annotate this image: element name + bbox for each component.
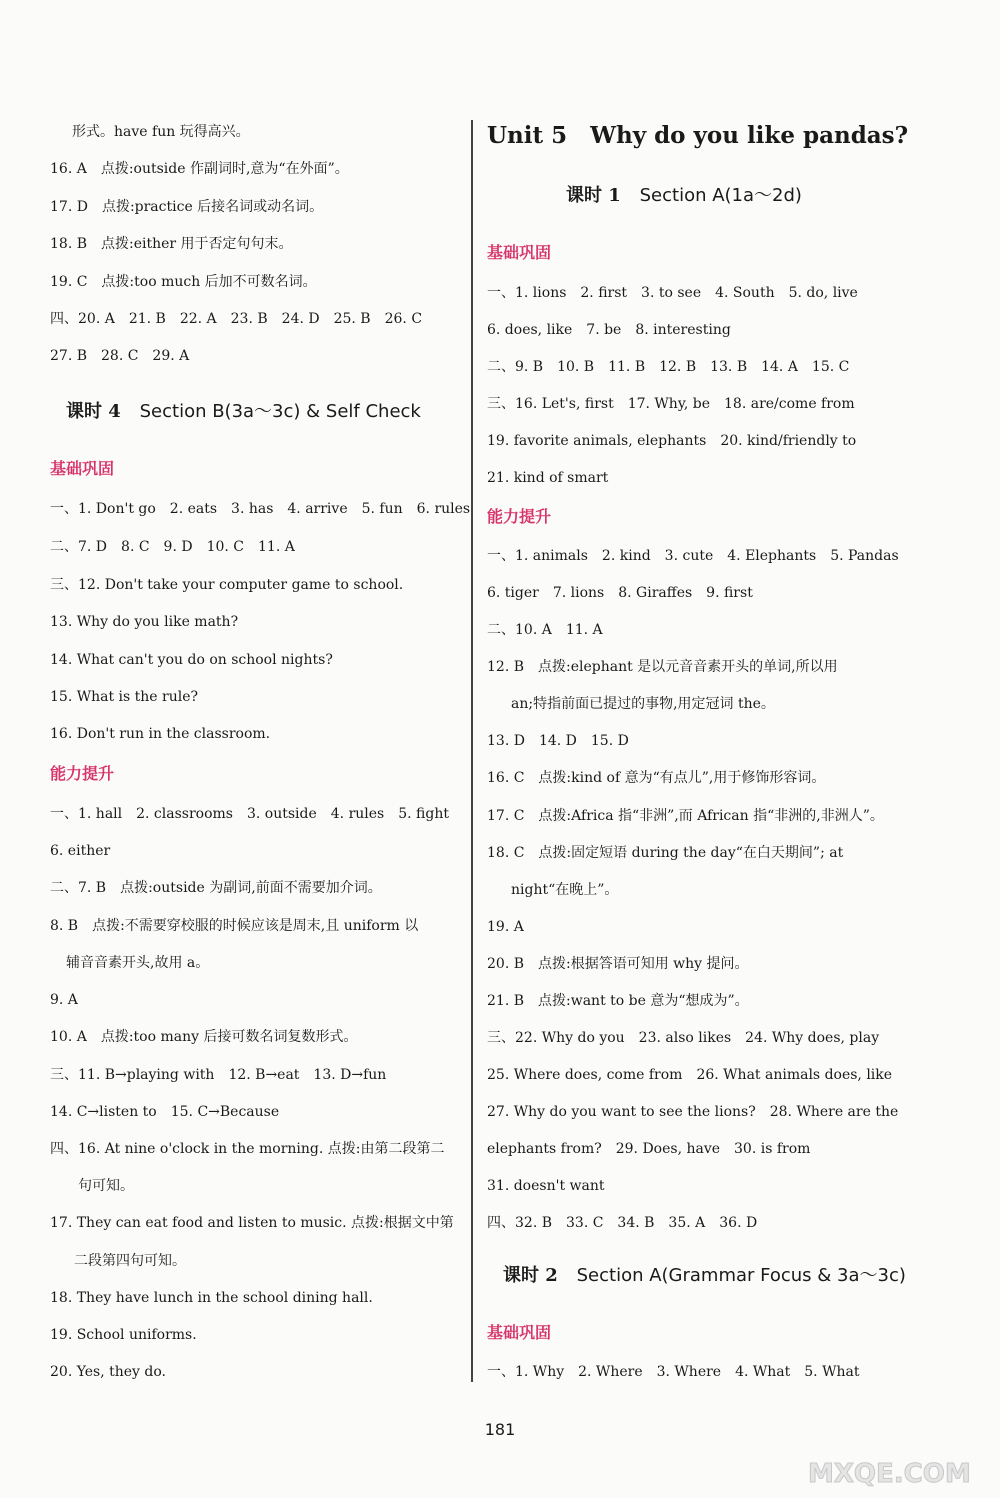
answer-line: 19. A [487, 919, 524, 935]
basic-section-title: 基础巩固 [487, 1323, 552, 1342]
answer-line: 17. D 点拨:practice 后接名词或动名词。 [50, 199, 324, 215]
answer-line: 19. C 点拨:too much 后加不可数名词。 [50, 274, 317, 290]
ability-section-title: 能力提升 [50, 764, 115, 783]
answer-line: 27. B 28. C 29. A [50, 348, 190, 364]
answer-line: 一、1. Don't go 2. eats 3. has 4. arrive 5. fun 6. rules [50, 501, 471, 517]
answer-line: 19. School uniforms. [50, 1327, 197, 1343]
lesson-1-heading [566, 186, 802, 206]
answer-line: 四、20. A 21. B 22. A 23. B 24. D 25. B 26. C [50, 311, 423, 327]
lesson-title: Section A(Grammar Focus & 3a～3c) [576, 1265, 906, 1286]
answer-line: 13. D 14. D 15. D [487, 733, 629, 749]
answer-line: 21. B 点拨:want to be 意为“想成为”。 [487, 993, 749, 1009]
answer-line: an;特指前面已提过的事物,用定冠词 the。 [511, 696, 775, 712]
answer-line: 16. C 点拨:kind of 意为“有点儿”,用于修饰形容词。 [487, 770, 826, 786]
answer-line: 句可知。 [78, 1178, 134, 1194]
lesson-label: 课时 2 [503, 1265, 558, 1286]
lesson-4-heading [66, 402, 421, 422]
answer-line: 一、1. hall 2. classrooms 3. outside 4. rules 5. fight [50, 806, 449, 822]
answer-line: elephants from? 29. Does, have 30. is from [487, 1141, 811, 1157]
answer-line: 18. They have lunch in the school dining hall. [50, 1290, 373, 1306]
answer-line: 一、1. animals 2. kind 3. cute 4. Elephants 5. Pandas [487, 548, 899, 564]
answer-line: 31. doesn't want [487, 1178, 605, 1194]
answer-line: 6. does, like 7. be 8. interesting [487, 322, 731, 338]
lesson-2-heading [503, 1266, 906, 1286]
answer-line: 8. B 点拨:不需要穿校服的时候应该是周末,且 uniform 以 [50, 918, 419, 934]
answer-line: 9. A [50, 992, 78, 1008]
answer-line: 三、22. Why do you 23. also likes 24. Why does, play [487, 1030, 880, 1046]
column-divider [471, 120, 473, 1382]
lesson-title: Section B(3a～3c) & Self Check [139, 401, 421, 422]
answer-line: 10. A 点拨:too many 后接可数名词复数形式。 [50, 1029, 358, 1045]
answer-line: 21. kind of smart [487, 470, 609, 486]
answer-line: 14. C→listen to 15. C→Because [50, 1104, 280, 1120]
answer-line: 三、11. B→playing with 12. B→eat 13. D→fun [50, 1067, 387, 1083]
answer-line: 辅音音素开头,故用 a。 [66, 955, 210, 971]
watermark-text: MXQE.COM [808, 1459, 971, 1489]
answer-line: 二、7. B 点拨:outside 为副词,前面不需要加介词。 [50, 880, 382, 896]
answer-line: 二段第四句可知。 [74, 1253, 186, 1269]
answer-line: 四、32. B 33. C 34. B 35. A 36. D [487, 1215, 758, 1231]
answer-line: 四、16. At nine o'clock in the morning. 点拨:由第二段第二 [50, 1141, 445, 1157]
answer-line: 15. What is the rule? [50, 689, 199, 705]
answer-line: 17. They can eat food and listen to music. 点拨:根据文中第 [50, 1215, 454, 1231]
answer-line: 20. B 点拨:根据答语可知用 why 提问。 [487, 956, 749, 972]
answer-line: 一、1. Why 2. Where 3. Where 4. What 5. What [487, 1364, 860, 1380]
ability-section-title: 能力提升 [487, 507, 552, 526]
answer-line: 6. tiger 7. lions 8. Giraffes 9. first [487, 585, 753, 601]
answer-line: 三、12. Don't take your computer game to school. [50, 577, 404, 593]
unit-title: Unit 5 Why do you like pandas? [487, 122, 909, 149]
answer-line: 25. Where does, come from 26. What animals does, like [487, 1067, 893, 1083]
answer-line: 二、7. D 8. C 9. D 10. C 11. A [50, 539, 295, 555]
answer-line: 18. B 点拨:either 用于否定句句末。 [50, 236, 293, 252]
answer-line: 6. either [50, 843, 111, 859]
answer-line: 形式。have fun 玩得高兴。 [72, 124, 250, 140]
basic-section-title: 基础巩固 [487, 243, 552, 262]
answer-line: 14. What can't you do on school nights? [50, 652, 333, 668]
answer-line: 三、16. Let's, first 17. Why, be 18. are/come from [487, 396, 855, 412]
answer-line: night“在晚上”。 [511, 882, 619, 898]
answer-line: 19. favorite animals, elephants 20. kind/friendly to [487, 433, 857, 449]
lesson-title: Section A(1a～2d) [639, 185, 802, 206]
lesson-label: 课时 4 [66, 401, 121, 422]
answer-line: 13. Why do you like math? [50, 614, 239, 630]
basic-section-title: 基础巩固 [50, 459, 115, 478]
answer-line: 12. B 点拨:elephant 是以元音音素开头的单词,所以用 [487, 659, 838, 675]
lesson-label: 课时 1 [566, 185, 621, 206]
answer-line: 一、1. lions 2. first 3. to see 4. South 5. do, live [487, 285, 858, 301]
page-number: 181 [484, 1420, 516, 1439]
answer-line: 16. Don't run in the classroom. [50, 726, 271, 742]
answer-line: 二、9. B 10. B 11. B 12. B 13. B 14. A 15. C [487, 359, 850, 375]
answer-line: 18. C 点拨:固定短语 during the day“在白天期间”; at [487, 845, 844, 861]
watermark-logo [800, 1410, 990, 1490]
answer-line: 二、10. A 11. A [487, 622, 603, 638]
answer-line: 27. Why do you want to see the lions? 28. Where are the [487, 1104, 899, 1120]
answer-line: 16. A 点拨:outside 作副词时,意为“在外面”。 [50, 161, 349, 177]
answer-line: 20. Yes, they do. [50, 1364, 166, 1380]
answer-line: 17. C 点拨:Africa 指“非洲”,而 African 指“非洲的,非洲人”。 [487, 808, 884, 824]
